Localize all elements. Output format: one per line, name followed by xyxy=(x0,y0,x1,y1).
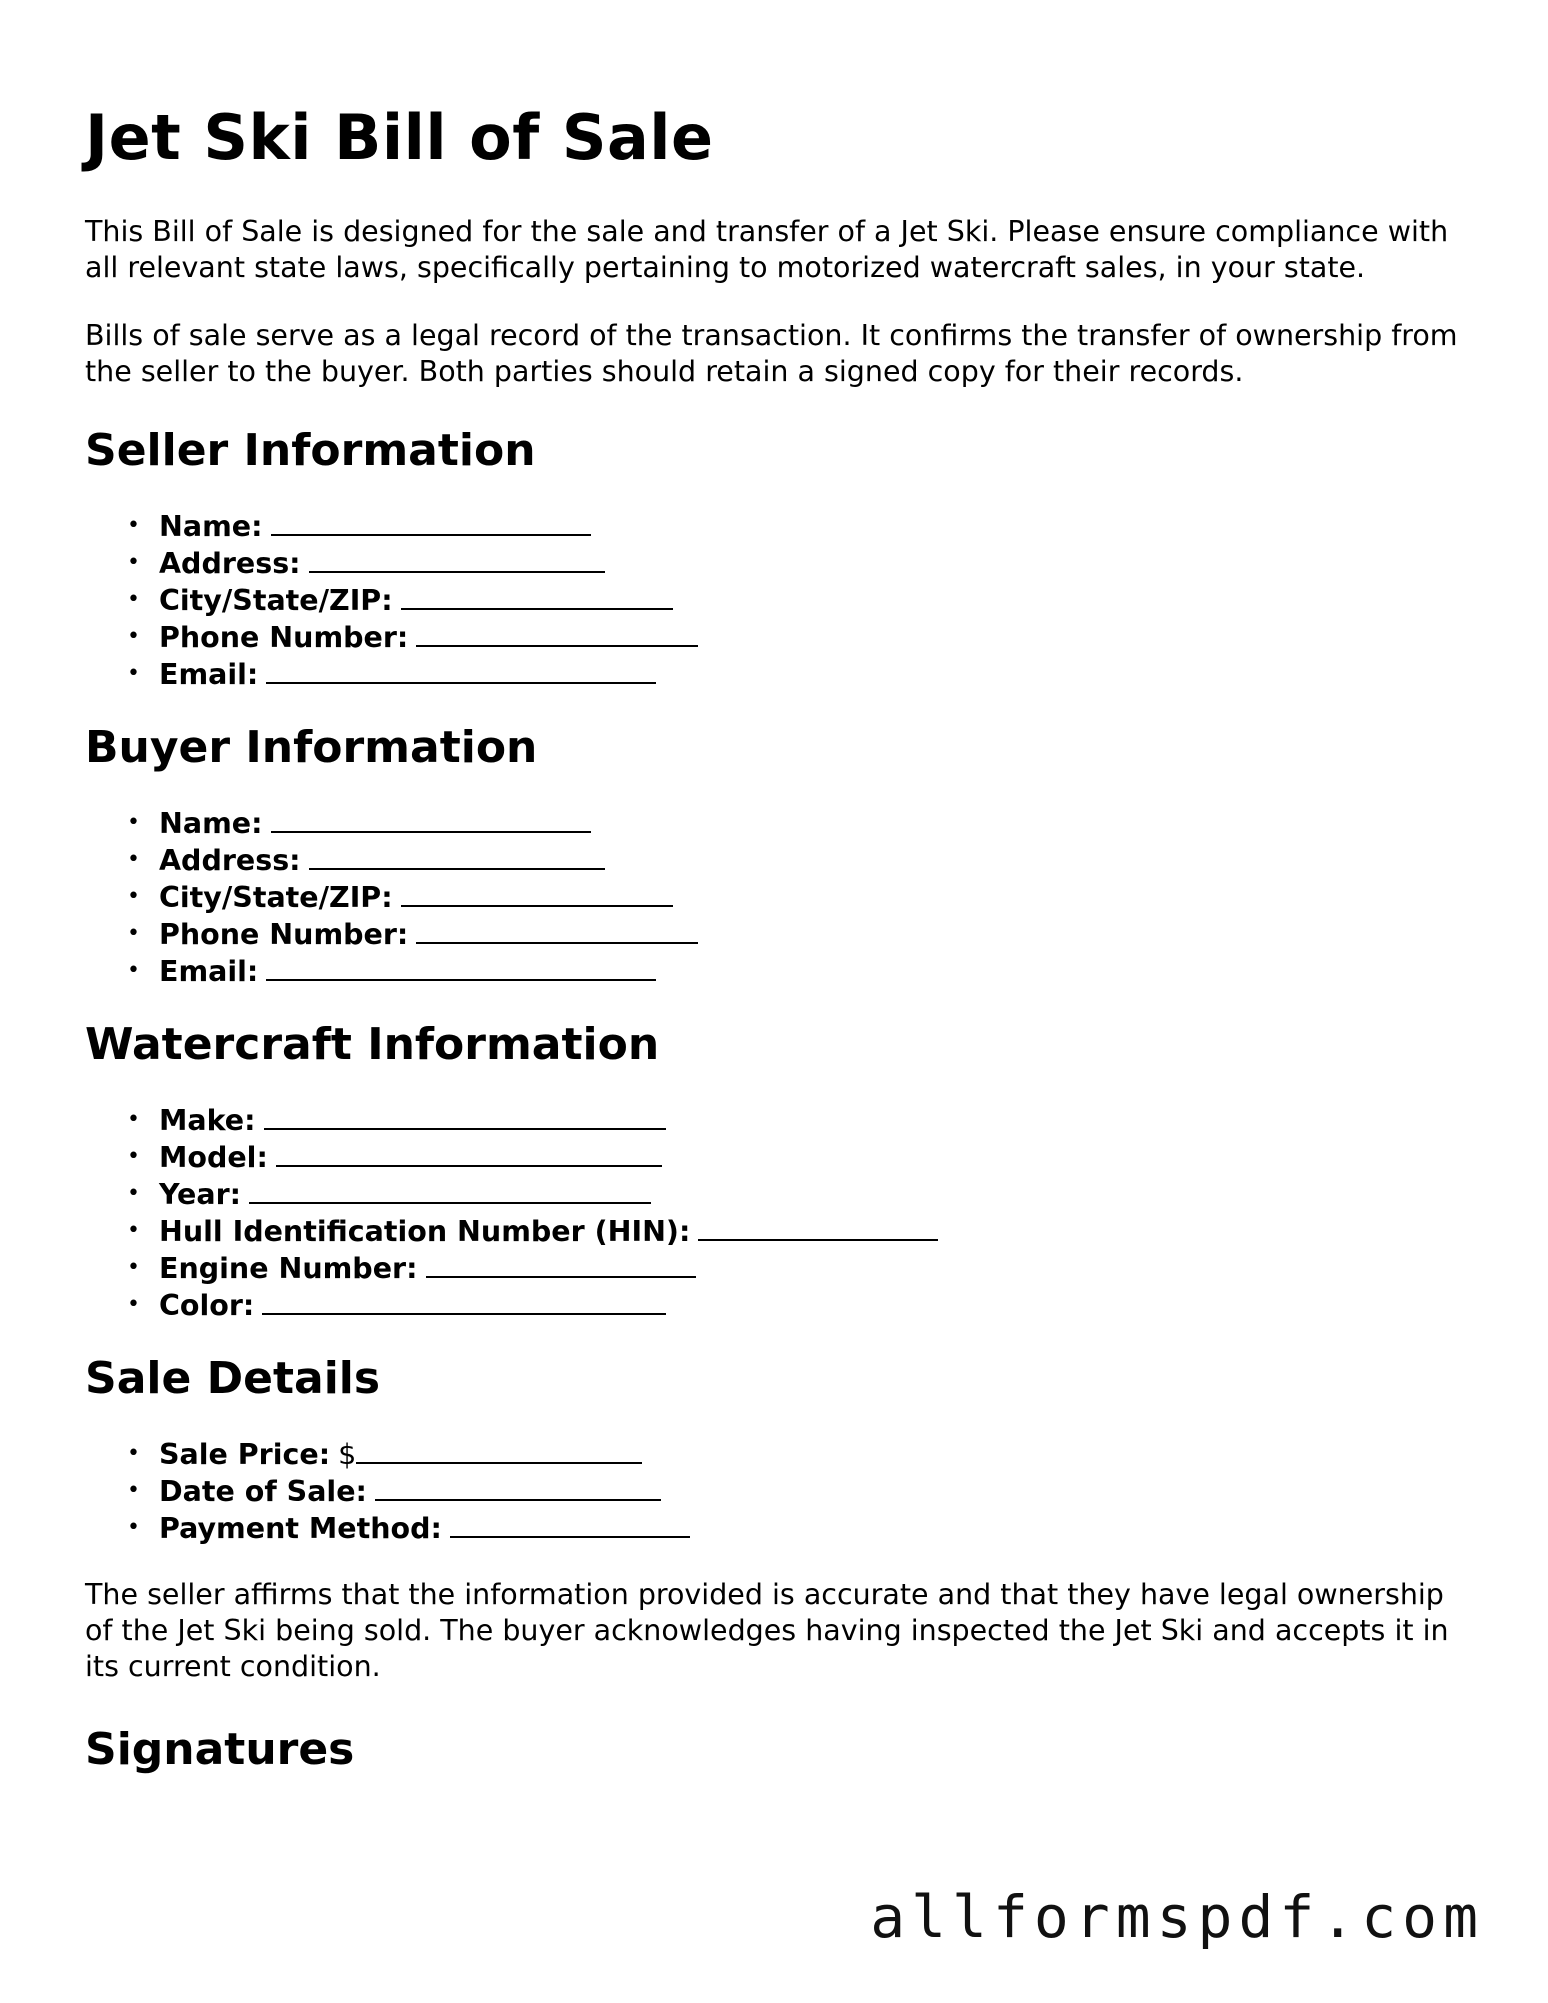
buyer-address-blank[interactable] xyxy=(309,842,605,870)
intro-paragraph-1: This Bill of Sale is designed for the sale and transfer of a Jet Ski. Please ensure compliance with all relevant state laws, specifically pertaining to motorized watercraft sales, in your state. xyxy=(85,215,1449,284)
sale-fields xyxy=(85,1436,1475,1547)
bullet-icon: • xyxy=(127,921,140,946)
seller-name-blank[interactable] xyxy=(271,508,591,536)
field-label: Date of Sale: xyxy=(159,1475,367,1508)
field-label: Year: xyxy=(159,1178,242,1211)
bullet-icon: • xyxy=(127,1181,140,1206)
field-label: Phone Number: xyxy=(159,918,409,951)
intro-paragraph-2: Bills of sale serve as a legal record of the transaction. It confirms the transfer of ownership from the seller to the buyer. Both parties should retain a signed copy for their records. xyxy=(85,319,1458,388)
seller-email-blank[interactable] xyxy=(266,656,656,684)
bullet-icon: • xyxy=(127,847,140,872)
model-field xyxy=(85,1139,1475,1176)
model-blank[interactable] xyxy=(276,1139,662,1167)
field-label: City/State/ZIP: xyxy=(159,881,393,914)
year-blank[interactable] xyxy=(249,1176,651,1204)
field-label: Sale Price: xyxy=(159,1438,331,1471)
field-label: Engine Number: xyxy=(159,1252,418,1285)
buyer-phone-field xyxy=(85,916,1475,953)
engine-number-blank[interactable] xyxy=(426,1250,696,1278)
seller-phone-field xyxy=(85,619,1475,656)
date-of-sale-blank[interactable] xyxy=(375,1473,661,1501)
field-label: City/State/ZIP: xyxy=(159,584,393,617)
bullet-icon: • xyxy=(127,1478,140,1503)
buyer-name-blank[interactable] xyxy=(271,805,591,833)
bullet-icon: • xyxy=(127,1107,140,1132)
field-label: Address: xyxy=(159,547,301,580)
make-field xyxy=(85,1102,1475,1139)
buyer-address-field xyxy=(85,842,1475,879)
field-label: Email: xyxy=(159,955,259,988)
watercraft-heading: Watercraft Information xyxy=(85,1019,660,1070)
bullet-icon: • xyxy=(127,587,140,612)
buyer-phone-blank[interactable] xyxy=(416,916,698,944)
field-label: Model: xyxy=(159,1141,268,1174)
document-title: Jet Ski Bill of Sale xyxy=(85,101,714,174)
engine-number-field xyxy=(85,1250,1475,1287)
sale-heading: Sale Details xyxy=(85,1353,381,1404)
seller-address-blank[interactable] xyxy=(309,545,605,573)
bullet-icon: • xyxy=(127,958,140,983)
sale-price-blank[interactable] xyxy=(356,1436,642,1464)
field-label: Hull Identification Number (HIN): xyxy=(159,1215,691,1248)
field-label: Name: xyxy=(159,510,263,543)
bullet-icon: • xyxy=(127,513,140,538)
field-label: Payment Method: xyxy=(159,1512,442,1545)
field-label: Color: xyxy=(159,1289,255,1322)
buyer-city-blank[interactable] xyxy=(401,879,673,907)
buyer-email-field xyxy=(85,953,1475,990)
buyer-name-field xyxy=(85,805,1475,842)
seller-heading: Seller Information xyxy=(85,425,536,476)
seller-address-field xyxy=(85,545,1475,582)
field-label: Address: xyxy=(159,844,301,877)
field-label: Make: xyxy=(159,1104,256,1137)
color-field xyxy=(85,1287,1475,1324)
buyer-email-blank[interactable] xyxy=(266,953,656,981)
signatures-heading: Signatures xyxy=(85,1724,355,1775)
hin-field xyxy=(85,1213,1475,1250)
bullet-icon: • xyxy=(127,1218,140,1243)
bullet-icon: • xyxy=(127,1255,140,1280)
field-label: Email: xyxy=(159,658,259,691)
watermark-text: allformspdf.com xyxy=(870,1883,1484,1951)
payment-method-blank[interactable] xyxy=(450,1510,690,1538)
seller-phone-blank[interactable] xyxy=(416,619,698,647)
bullet-icon: • xyxy=(127,1292,140,1317)
bullet-icon: • xyxy=(127,550,140,575)
document-page xyxy=(85,100,1475,1807)
sale-price-field xyxy=(85,1436,1475,1473)
bullet-icon: • xyxy=(127,1441,140,1466)
seller-city-field xyxy=(85,582,1475,619)
bullet-icon: • xyxy=(127,1144,140,1169)
buyer-city-field xyxy=(85,879,1475,916)
buyer-heading: Buyer Information xyxy=(85,722,538,773)
seller-name-field xyxy=(85,508,1475,545)
field-label: Phone Number: xyxy=(159,621,409,654)
bullet-icon: • xyxy=(127,661,140,686)
bullet-icon: • xyxy=(127,884,140,909)
bullet-icon: • xyxy=(127,810,140,835)
watercraft-fields xyxy=(85,1102,1475,1324)
buyer-fields xyxy=(85,805,1475,990)
affirmation-paragraph: The seller affirms that the information provided is accurate and that they have legal ownership of the Jet Ski being sold. The buyer acknowledges having inspected the Jet Ski and accepts it in its current condition. xyxy=(85,1578,1449,1683)
payment-method-field xyxy=(85,1510,1475,1547)
bullet-icon: • xyxy=(127,1515,140,1540)
year-field xyxy=(85,1176,1475,1213)
bullet-icon: • xyxy=(127,624,140,649)
make-blank[interactable] xyxy=(264,1102,666,1130)
hin-blank[interactable] xyxy=(698,1213,938,1241)
color-blank[interactable] xyxy=(262,1287,666,1315)
seller-fields xyxy=(85,508,1475,693)
seller-city-blank[interactable] xyxy=(401,582,673,610)
dollar-sign: $ xyxy=(338,1438,357,1471)
field-label: Name: xyxy=(159,807,263,840)
seller-email-field xyxy=(85,656,1475,693)
date-of-sale-field xyxy=(85,1473,1475,1510)
